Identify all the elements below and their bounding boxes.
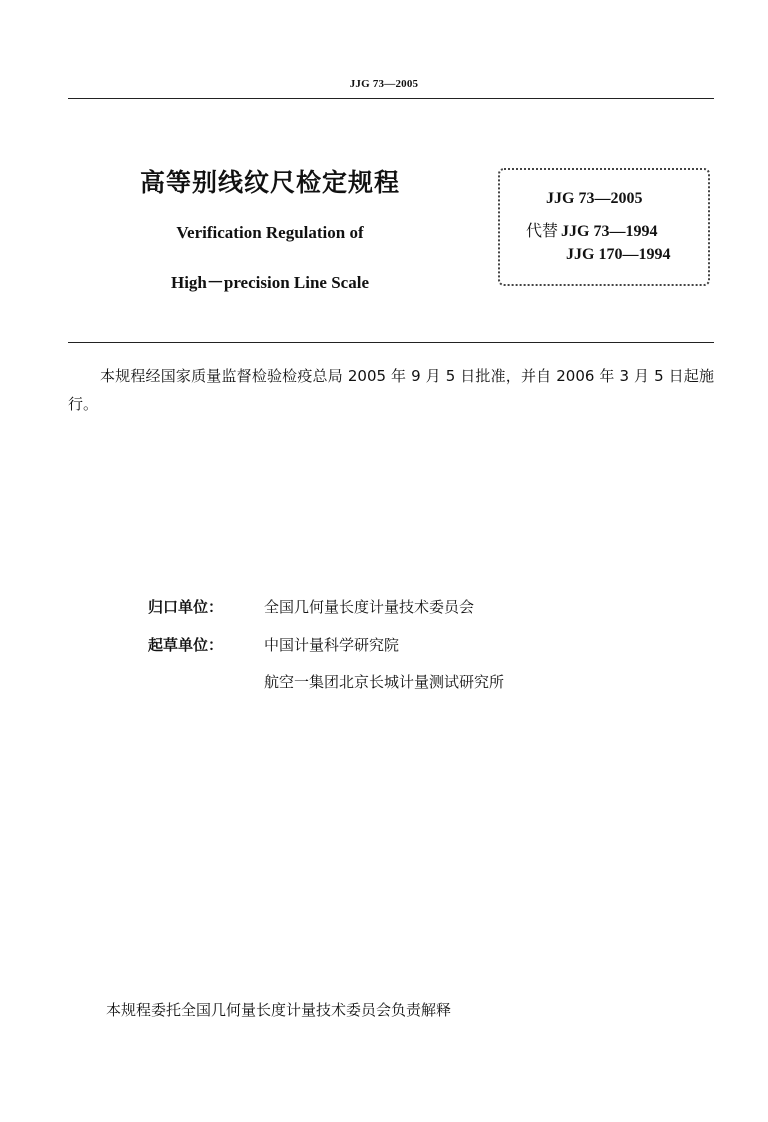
title-english-line-2: High－precision Line Scale — [170, 273, 370, 292]
header-standard-code: JJG 73—2005 — [349, 78, 419, 90]
drafting-unit-value-2: 航空一集团北京长城计量测试研究所 — [264, 673, 505, 691]
section-divider — [68, 342, 714, 343]
approval-statement: 本规程经国家质量监督检验检疫总局 2005 年 9 月 5 日批准，并自 2006 年 3 月 5 日起施行。 — [68, 367, 714, 413]
replaces-label: 代替 — [526, 221, 559, 240]
responsible-unit-label: 归口单位： — [148, 598, 224, 616]
responsible-unit-value: 全国几何量长度计量技术委员会 — [264, 598, 475, 616]
standard-code-box — [498, 168, 710, 286]
title-english-line-1: Verification Regulation of — [176, 223, 364, 242]
replaced-code-1: JJG 73—1994 — [561, 223, 658, 240]
replaced-code-2: JJG 170—1994 — [566, 246, 671, 263]
current-code: JJG 73—2005 — [546, 190, 643, 207]
drafting-unit-label: 起草单位： — [148, 636, 224, 654]
replaces-line-1 — [526, 218, 657, 241]
interpretation-note: 本规程委托全国几何量长度计量技术委员会负责解释 — [106, 1001, 452, 1019]
drafting-unit-value-1: 中国计量科学研究院 — [264, 636, 400, 654]
header-divider — [68, 98, 714, 99]
title-chinese: 高等别线纹尺检定规程 — [139, 168, 400, 197]
